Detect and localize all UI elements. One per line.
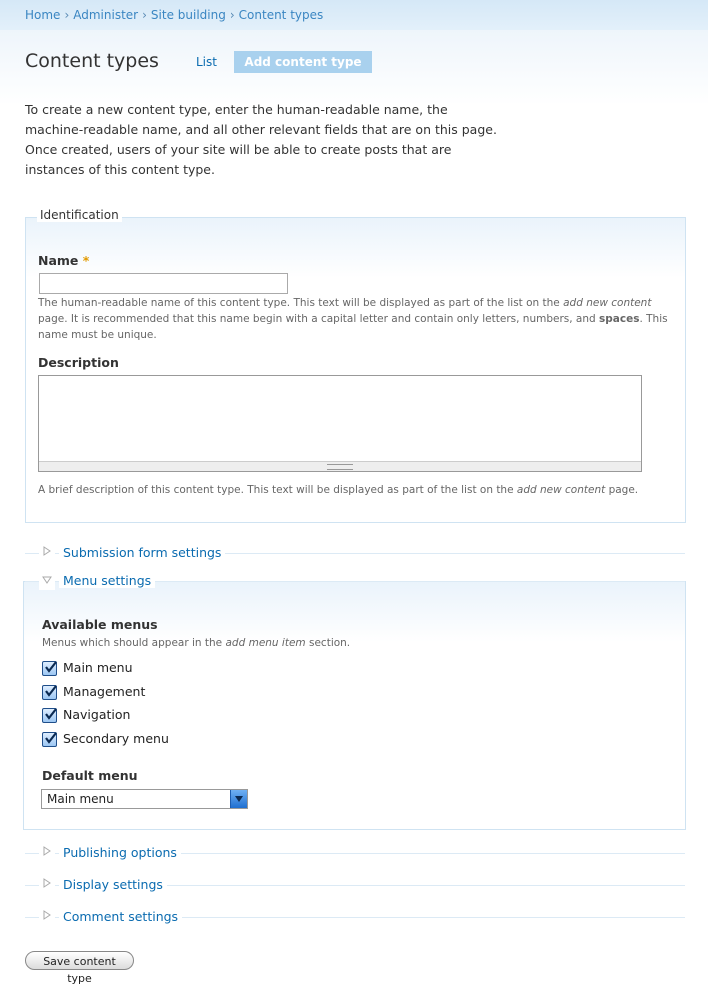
submission-settings-row[interactable]: [25, 543, 685, 565]
checkbox-checked-icon[interactable]: [42, 708, 57, 723]
description-help: A brief description of this content type. This text will be displayed as part of the list on the add new content page.: [38, 484, 639, 496]
description-textarea[interactable]: [38, 375, 642, 472]
comment-settings-row[interactable]: [25, 907, 685, 929]
page-title: Content types: [25, 50, 159, 72]
comment-settings-link[interactable]: Comment settings: [59, 909, 182, 924]
name-description: The human-readable name of this content type. This text will be displayed as part of the list on the add new content page. It is recommended that this name begin with a capital letter and contain only letters, numbers, and spaces. This name must be unique.: [38, 297, 668, 341]
save-content-type-button[interactable]: Save content type: [25, 951, 134, 970]
checkbox-checked-icon[interactable]: [42, 685, 57, 700]
default-menu-select[interactable]: [41, 789, 248, 809]
menu-settings-row[interactable]: [25, 571, 685, 593]
checkbox-checked-icon[interactable]: [42, 732, 57, 747]
tab-list[interactable]: List: [196, 55, 217, 69]
publishing-options-row[interactable]: [25, 843, 685, 865]
breadcrumb-home[interactable]: Home: [25, 8, 61, 22]
name-label: Name *: [38, 253, 90, 268]
display-settings-link[interactable]: Display settings: [59, 877, 167, 892]
checkbox-checked-icon[interactable]: [42, 661, 57, 676]
identification-legend: Identification: [37, 208, 122, 222]
breadcrumb: Home › Administer › Site building › Content types: [0, 0, 708, 30]
default-menu-value: Main menu: [47, 792, 114, 806]
breadcrumb-content-types[interactable]: Content types: [238, 8, 324, 22]
default-menu-label: Default menu: [42, 768, 138, 783]
triangle-down-icon: [39, 574, 55, 590]
tab-add-content-type[interactable]: Add content type: [234, 51, 372, 73]
breadcrumb-administer[interactable]: Administer: [73, 8, 139, 22]
menu-settings-link[interactable]: Menu settings: [59, 573, 155, 588]
triangle-right-icon: [39, 910, 55, 926]
select-arrow-icon[interactable]: [230, 790, 247, 808]
publishing-options-link[interactable]: Publishing options: [59, 845, 181, 860]
description-label: Description: [38, 355, 119, 370]
submission-settings-link[interactable]: Submission form settings: [59, 545, 225, 560]
name-input[interactable]: [39, 273, 288, 294]
required-mark: *: [82, 253, 90, 268]
identification-fieldset: [25, 217, 686, 523]
textarea-resize-grip[interactable]: [39, 461, 641, 471]
triangle-right-icon: [39, 546, 55, 562]
display-settings-row[interactable]: [25, 875, 685, 897]
triangle-right-icon: [39, 846, 55, 862]
available-menus-label: Available menus: [42, 617, 158, 632]
intro-text: To create a new content type, enter the human-readable name, the machine-readable name, and all other relevant fields that are on this page. Once created, users of your site will be able to create posts that are instances of this content type.: [25, 102, 497, 177]
page-header: [0, 30, 708, 105]
breadcrumb-site-building[interactable]: Site building: [150, 8, 226, 22]
triangle-right-icon: [39, 878, 55, 894]
available-menus-description: Menus which should appear in the add menu item section.: [42, 637, 351, 649]
grip-icon: [327, 464, 353, 470]
